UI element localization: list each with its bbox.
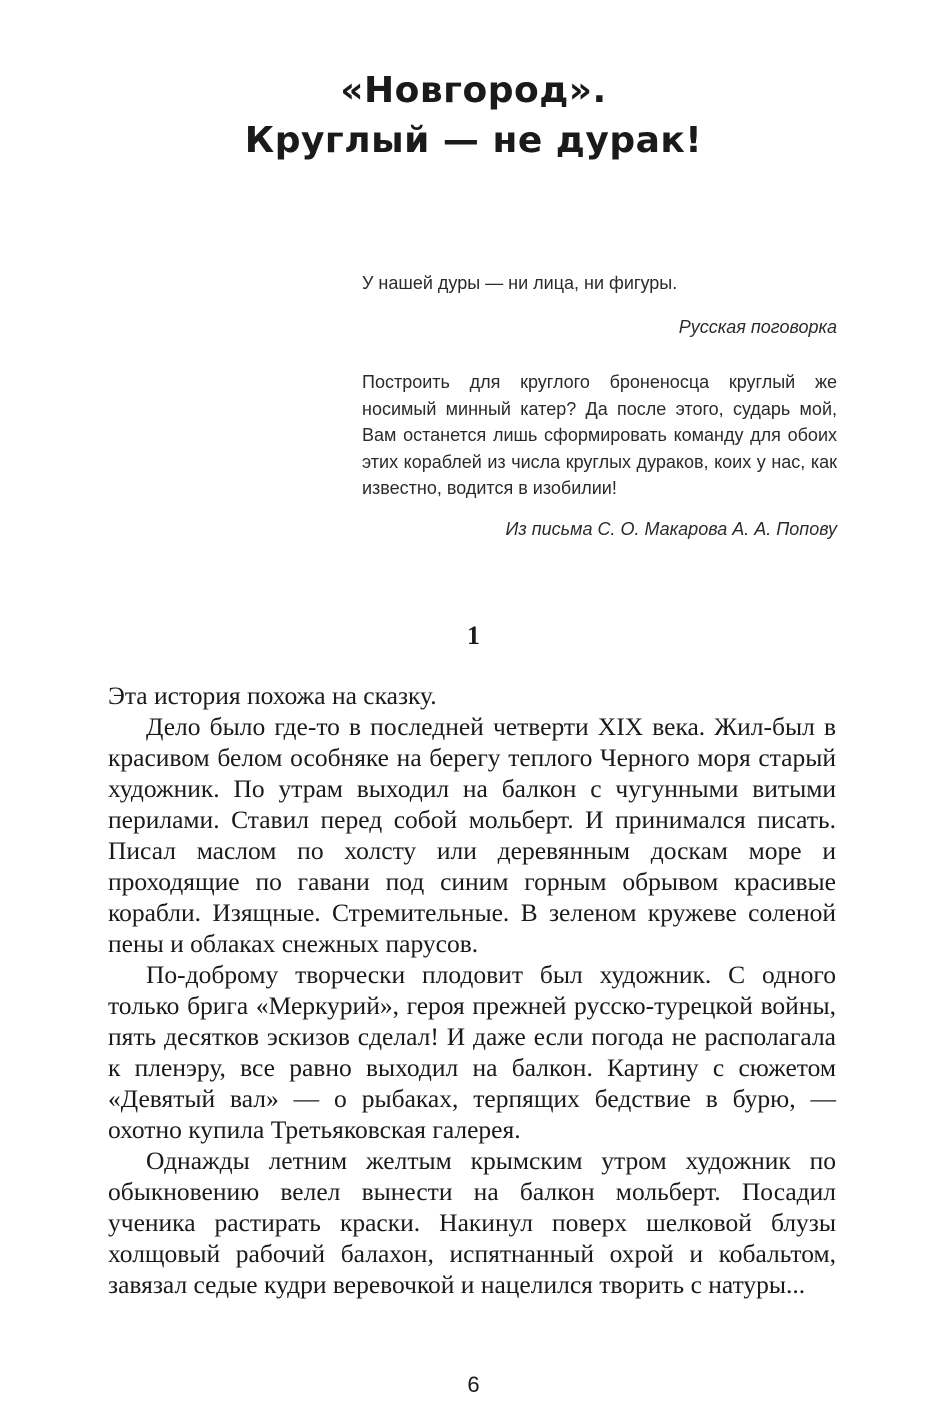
paragraph: Эта история похожа на сказку. (108, 681, 437, 710)
chapter-title (0, 66, 947, 166)
page-number: 6 (467, 1372, 480, 1397)
epigraph-1-source: Русская поговорка (678, 317, 837, 337)
paragraph: По-доброму творчески плодовит был художник. С одного только брига «Меркурий», героя прежней русско-турецкой войны, пять десятков эскизов сделал! И даже если погода не располагала к пленэру, все равно выходил на балкон. Картину с сюжетом «Девятый вал» — о рыбаках, терпящих бедствие в бурю, — охотно купила Третьяковская галерея. (108, 960, 836, 1144)
chapter-title-line-1: «Новгород». (340, 70, 607, 111)
body-text (108, 680, 836, 1300)
epigraph-2-source: Из письма С. О. Макарова А. А. Попову (505, 519, 837, 539)
epigraph-2-text: Построить для круглого броненосца круглый же носимый минный катер? Да после этого, сударь мой, Вам останется лишь сформировать команду для обоих этих кораблей из числа круглых дураков, коих у нас, как известно, водится в изобилии! (362, 372, 837, 498)
chapter-number: 1 (467, 621, 480, 650)
epigraph-1-text: У нашей дуры — ни лица, ни фигуры. (362, 273, 678, 293)
paragraph: Дело было где-то в последней четверти XIX века. Жил-был в красивом белом особняке на берегу теплого Черного моря старый художник. По утрам выходил на балкон с чугунными витыми перилами. Ставил перед собой мольберт. И принимался писать. Писал маслом по холсту или деревянным доскам море и проходящие по гавани под синим горным обрывом красивые корабли. Изящные. Стремительные. В зеленом кружеве соленой пены и облаках снежных парусов. (108, 712, 836, 958)
chapter-title-line-2: Круглый — не дурак! (244, 120, 703, 161)
paragraph: Однажды летним желтым крымским утром художник по обыкновению велел вынести на балкон мольберт. Посадил ученика растирать краски. Накинул поверх шелковой блузы холщовый рабочий балахон, испятнанный охрой и кобальтом, завязал седые кудри веревочкой и нацелился творить с натуры... (108, 1146, 836, 1299)
